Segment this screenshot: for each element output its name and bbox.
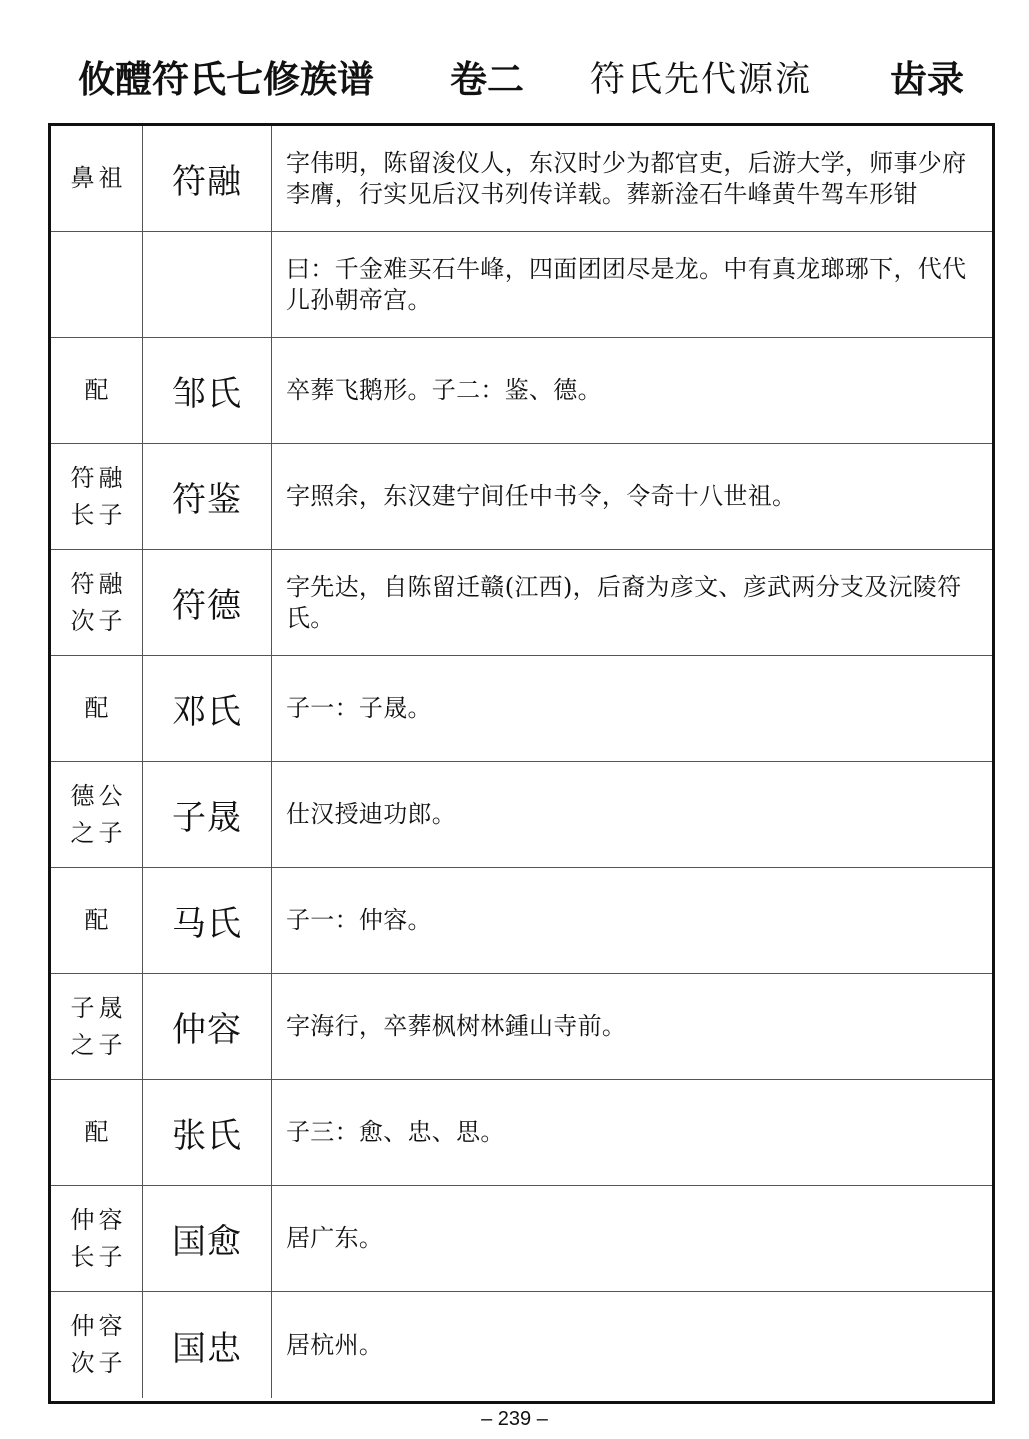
table-row [51, 444, 992, 550]
table-row [51, 974, 992, 1080]
record-label: 齿录 [890, 58, 964, 101]
table-row [51, 550, 992, 656]
relation-cell: 配 [51, 656, 143, 761]
relation-cell: 仲容次子 [51, 1292, 143, 1398]
table-row [51, 232, 992, 338]
name-cell: 子晟 [143, 762, 272, 867]
page-number: – 239 – [481, 1408, 548, 1430]
name-cell: 马氏 [143, 868, 272, 973]
name-cell: 仲容 [143, 974, 272, 1079]
table-row [51, 1186, 992, 1292]
description-cell: 曰：千金难买石牛峰，四面团团尽是龙。中有真龙瑯琊下，代代儿孙朝帝宫。 [286, 254, 967, 314]
page-header [0, 52, 1029, 112]
table-row [51, 868, 992, 974]
table-row [51, 338, 992, 444]
name-cell: 国愈 [143, 1186, 272, 1291]
genealogy-title: 攸醴符氏七修族谱 [78, 58, 374, 101]
table-row [51, 126, 992, 232]
relation-cell: 子晟之子 [51, 974, 143, 1079]
genealogy-table [48, 123, 995, 1404]
description-cell: 子三：愈、忠、思。 [286, 1118, 505, 1146]
relation-cell [51, 232, 143, 337]
name-cell: 符鉴 [143, 444, 272, 549]
name-cell: 符德 [143, 550, 272, 655]
description-cell: 居广东。 [286, 1224, 384, 1252]
section-label: 符氏先代源流 [590, 60, 813, 100]
volume-label: 卷二 [450, 58, 524, 101]
description-cell: 卒葬飞鹅形。子二：鉴、德。 [286, 376, 602, 404]
table-row [51, 656, 992, 762]
description-cell: 居杭州。 [286, 1330, 384, 1359]
relation-cell: 德公之子 [51, 762, 143, 867]
description-cell: 字先达，自陈留迁赣(江西)，后裔为彦文、彦武两分支及沅陵符氏。 [286, 572, 962, 632]
relation-cell: 配 [51, 868, 143, 973]
description-cell: 字照余，东汉建宁间任中书令，令奇十八世祖。 [286, 482, 797, 510]
relation-cell: 符融长子 [51, 444, 143, 549]
name-cell: 张氏 [143, 1080, 272, 1185]
description-cell: 子一：子晟。 [286, 694, 432, 722]
name-cell: 邹氏 [143, 338, 272, 443]
name-cell: 邓氏 [143, 656, 272, 761]
table-row [51, 762, 992, 868]
description-cell: 仕汉授迪功郎。 [286, 800, 457, 828]
description-cell: 字伟明，陈留浚仪人，东汉时少为都官吏，后游大学，师事少府李膺，行实见后汉书列传详载。葬新淦石牛峰黄牛驾车形钳 [286, 148, 967, 208]
name-cell [143, 232, 272, 337]
description-cell: 子一：仲容。 [286, 906, 432, 934]
table-row [51, 1292, 992, 1398]
relation-cell: 配 [51, 1080, 143, 1185]
name-cell: 符融 [143, 126, 272, 231]
name-cell: 国忠 [143, 1292, 272, 1398]
table-row [51, 1080, 992, 1186]
relation-cell: 仲容长子 [51, 1186, 143, 1291]
relation-cell: 配 [51, 338, 143, 443]
relation-cell: 鼻祖 [51, 126, 143, 231]
relation-cell: 符融次子 [51, 550, 143, 655]
description-cell: 字海行，卒葬枫树林鍾山寺前。 [286, 1012, 627, 1040]
